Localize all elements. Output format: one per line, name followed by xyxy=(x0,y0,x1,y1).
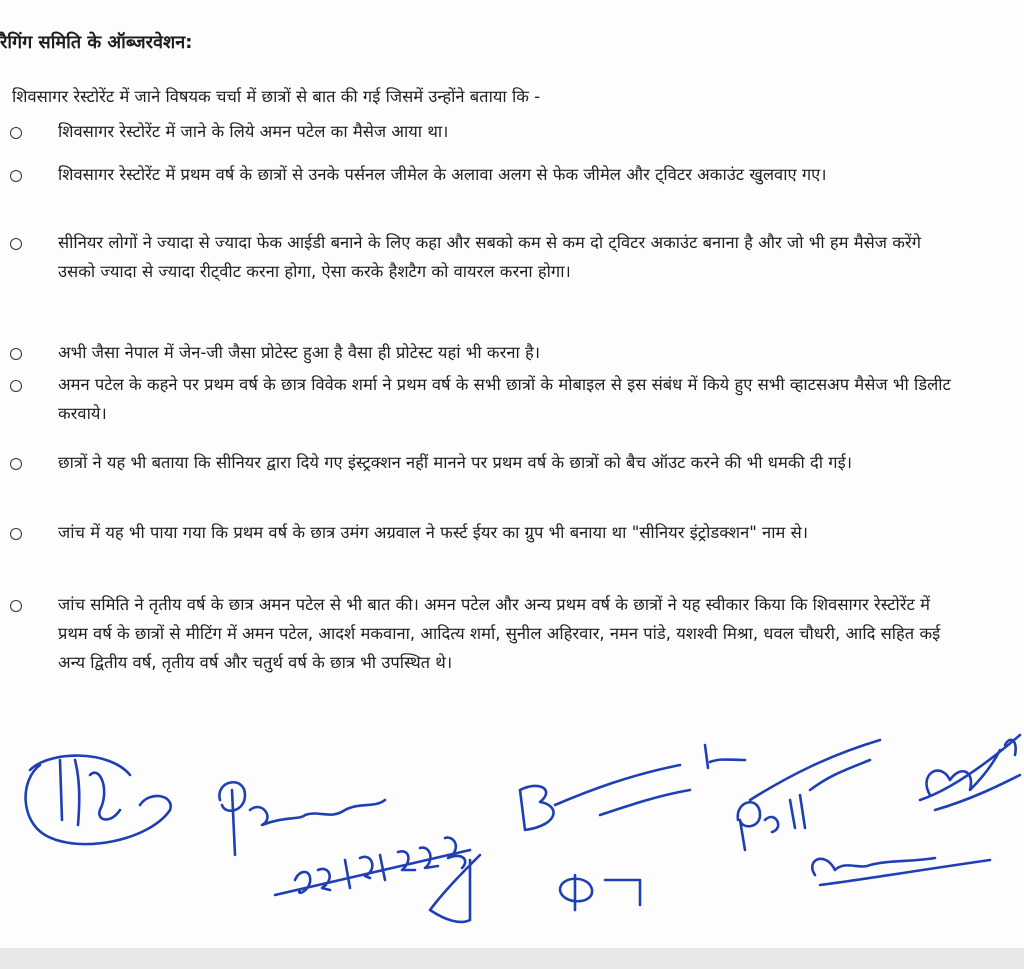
list-item-text: जांच समिति ने तृतीय वर्ष के छात्र अमन पटेल से भी बात की। अमन पटेल और अन्य प्रथम वर्ष के छात्रों ने यह स्वीकार किया कि शिवसागर रेस्टोरेंट में प्रथम वर्ष के छात्रों से मीटिंग में अमन पटेल, आदर्श मकवाना, आदित्य शर्मा, सुनील अहिरवार, नमन पांडे, यशश्वी मिश्रा, धवल चौधरी, आदि सहित कई अन्य द्वितीय वर्ष, तृतीय वर्ष और चतुर्थ वर्ष के छात्र भी उपस्थित थे। xyxy=(58,595,941,672)
bullet-circle-icon xyxy=(10,528,22,540)
list-item-text: अभी जैसा नेपाल में जेन-जी जैसा प्रोटेस्ट हुआ है वैसा ही प्रोटेस्ट यहां भी करना है। xyxy=(58,343,541,362)
signatures-area xyxy=(0,720,1024,945)
signature-2 xyxy=(219,782,385,855)
bullet-circle-icon xyxy=(10,348,22,360)
bullet-circle-icon xyxy=(10,127,22,139)
section-heading: रैगिंग समिति के ऑब्जरवेशन: xyxy=(0,32,193,53)
bullet-circle-icon xyxy=(10,238,22,250)
list-item-text: सीनियर लोगों ने ज्यादा से ज्यादा फेक आईडी बनाने के लिए कहा और सबको कम से कम दो ट्विटर अकाउंट बनाना है और जो भी हम मैसेज करेंगे उसको ज्यादा से ज्यादा रीट्वीट करना होगा, ऐसा करके हैशटैग को वायरल करना होगा। xyxy=(58,233,922,281)
signature-1 xyxy=(26,756,171,845)
bullet-circle-icon xyxy=(10,458,22,470)
signature-2-date xyxy=(275,838,470,895)
intro-paragraph: शिवसागर रेस्टोरेंट में जाने विषयक चर्चा में छात्रों से बात की गई जिसमें उन्होंने बताया कि - xyxy=(12,87,541,106)
list-item-text: शिवसागर रेस्टोरेंट में जाने के लिये अमन पटेल का मैसेज आया था। xyxy=(58,122,449,141)
bottom-edge-strip xyxy=(0,948,1024,969)
signature-3 xyxy=(520,745,745,830)
list-item-text: छात्रों ने यह भी बताया कि सीनियर द्वारा दिये गए इंस्ट्रक्शन नहीं मानने पर प्रथम वर्ष के छात्रों को बैच ऑउट करने की भी धमकी दी गई। xyxy=(58,453,852,472)
signature-8 xyxy=(920,735,1020,810)
list-item-text: जांच में यह भी पाया गया कि प्रथम वर्ष के छात्र उमंग अग्रवाल ने फर्स्ट ईयर का ग्रुप भी बनाया था "सीनियर इंट्रोडक्शन" नाम से। xyxy=(58,523,809,542)
signature-7 xyxy=(812,858,990,885)
bullet-circle-icon xyxy=(10,380,22,392)
list-item-text: शिवसागर रेस्टोरेंट में प्रथम वर्ष के छात्रों से उनके पर्सनल जीमेल के अलावा अलग से फेक जीमेल और ट्विटर अकाउंट खुलवाए गए। xyxy=(58,165,827,184)
bullet-circle-icon xyxy=(10,600,22,612)
signature-5 xyxy=(560,875,640,910)
list-item-text: अमन पटेल के कहने पर प्रथम वर्ष के छात्र विवेक शर्मा ने प्रथम वर्ष के सभी छात्रों के मोबाइल से इस संबंध में किये हुए सभी व्हाटसअप मैसेज भी डिलीट करवाये। xyxy=(58,375,951,423)
signature-6 xyxy=(738,740,880,850)
bullet-circle-icon xyxy=(10,170,22,182)
